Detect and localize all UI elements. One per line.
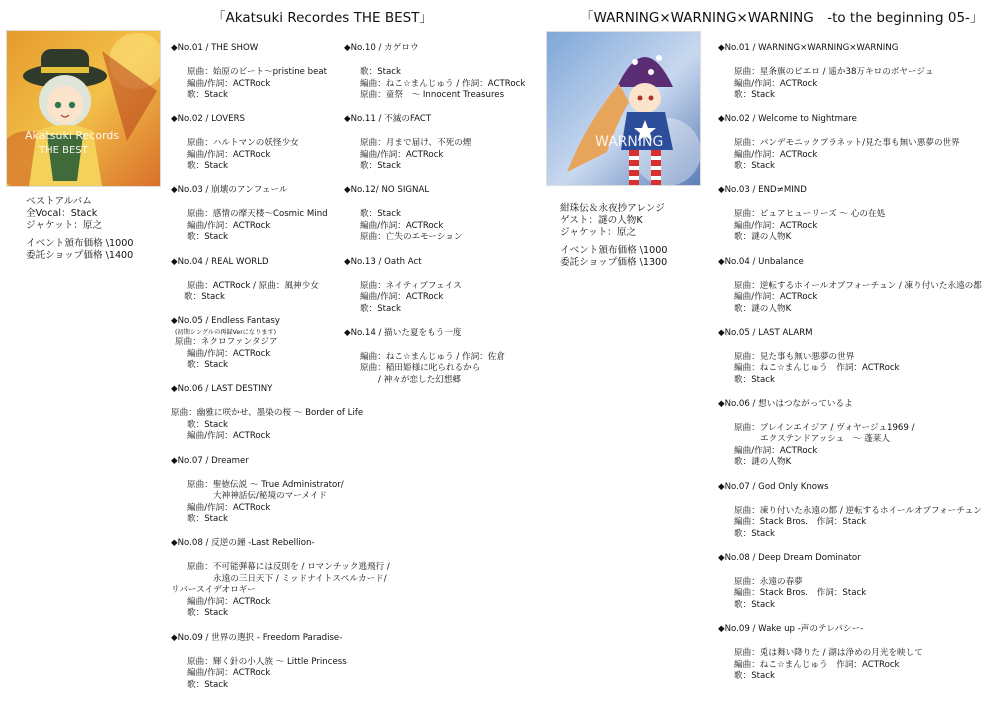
track-item [344, 43, 525, 102]
album1-shop-price: 委託ショップ価格 \1400 [26, 249, 134, 261]
track-credit: 編曲：Stack Bros. 作詞：Stack [734, 588, 867, 599]
album2-jacket: ジャケット：原之 [560, 227, 637, 239]
track-item [344, 328, 525, 387]
track-credit: 原曲：月まで届け、不死の煙 [360, 138, 472, 149]
track-credit: 編曲/作詞：ACTRock [360, 149, 444, 160]
track-note: (初期シングルの再録Verになります) [175, 329, 277, 337]
track-title: ◆No.09 / Wake up -声のテレパシー- [718, 624, 864, 634]
album2-title: 「WARNING×WARNING×WARNING -to the beginning 05-」 [580, 10, 984, 26]
track-credit: 編曲/作詞：ACTRock [187, 149, 271, 160]
track-item [171, 456, 390, 526]
album2-tracklist [718, 43, 982, 695]
album1-info [26, 196, 133, 262]
track-credit: 編曲/作詞：ACTRock [187, 431, 271, 442]
track-credit: 原曲：感情の摩天楼～Cosmic Mind [187, 209, 328, 220]
album2-cover-art [547, 32, 700, 185]
track-item [718, 328, 982, 387]
track-credit: 歌：Stack [734, 161, 775, 172]
track-title: ◆No.11 / 不滅のFACT [344, 114, 432, 125]
track-item [344, 114, 525, 173]
track-credit: 原曲：稲田姫様に叱られるから [360, 363, 481, 374]
track-title: ◆No.04 / Unbalance [718, 256, 804, 267]
track-item [718, 553, 982, 612]
track-credit: 編曲：ねこ☆まんじゅう / 作詞：ACTRock [360, 78, 526, 89]
track-item [718, 43, 982, 102]
track-credit: 原曲：童祭 ～ Innocent Treasures [360, 90, 505, 100]
album2-type: 紺珠伝＆永夜抄アレンジ [560, 203, 665, 214]
track-credit: 歌：Stack [187, 514, 228, 525]
track-title: ◆No.06 / 想いはつながっているよ [718, 398, 853, 409]
track-credit: 編曲：ねこ☆まんじゅう 作詞：ACTRock [734, 363, 900, 374]
track-credit: 原曲：始原のビート～pristine beat [187, 67, 328, 77]
track-credit: 原曲：幽雅に咲かせ、墨染の桜 ～ Border of Life [171, 408, 364, 419]
track-credit: 原曲：永遠の春夢 [734, 576, 803, 587]
track-credit: 歌：Stack [360, 209, 401, 220]
track-credit: 編曲/作詞：ACTRock [360, 220, 444, 231]
track-credit: 歌：Stack [360, 303, 401, 314]
album1-tracklist-col2 [344, 43, 525, 399]
track-credit: 原曲：不可能弾幕には反則を / ロマンチック逃飛行 / [187, 562, 390, 573]
track-credit: リバースイデオロギー [171, 585, 256, 596]
album1-title: 「Akatsuki Recordes THE BEST」 [212, 10, 433, 26]
track-item [718, 185, 982, 244]
track-title: ◆No.03 / END≠MIND [718, 185, 807, 196]
track-title: ◆No.08 / Deep Dream Dominator [718, 552, 861, 563]
album1-cover-text-line2: THE BEST [39, 145, 88, 156]
track-title: ◆No.04 / REAL WORLD [171, 256, 269, 267]
album2-info [560, 203, 667, 269]
track-title: ◆No.12/ NO SIGNAL [344, 185, 430, 196]
track-credit: 歌：謎の人物K [734, 303, 792, 314]
track-credit: 編曲/作詞：ACTRock [187, 668, 271, 678]
track-credit: 歌：Stack [187, 679, 228, 690]
track-credit: 原曲：兎は舞い降りた / 湖は浄めの月光を映して [734, 648, 923, 658]
album1-cover-art [7, 31, 160, 186]
track-credit: / 神々が恋した幻想郷 [378, 374, 461, 385]
track-title: ◆No.06 / LAST DESTINY [171, 384, 273, 395]
track-credit: 歌：Stack [360, 161, 401, 172]
album1-event-price: イベント頒布価格 \1000 [26, 237, 134, 249]
track-title: ◆No.02 / LOVERS [171, 114, 245, 125]
track-title: ◆No.03 / 崩壊のアンフェール [171, 185, 288, 196]
track-credit: 編曲/作詞：ACTRock [734, 78, 818, 89]
track-credit: 原曲：逆転するホイールオブフォーチュン / 凍り付いた永遠の都 [734, 280, 982, 291]
track-credit: 歌：謎の人物K [734, 457, 792, 468]
track-credit: 大神神話伝/秘境のマーメイド [213, 491, 328, 502]
album2-guest: ゲスト：謎の人物K [560, 215, 643, 227]
track-credit: 原曲：亡失のエモーション [360, 232, 463, 243]
album2-cover-text: WARNING [595, 134, 664, 150]
track-credit: 歌：Stack [360, 67, 401, 77]
track-credit: 歌：Stack [734, 671, 775, 681]
track-credit: 編曲/作詞：ACTRock [360, 292, 444, 303]
track-credit: 原曲：ネクロファンタジア [175, 337, 278, 348]
track-credit: 編曲/作詞：ACTRock [734, 445, 818, 456]
track-item [344, 185, 525, 244]
track-credit: 歌：Stack [187, 360, 228, 371]
track-credit: 原曲：ネイティブフェイス [360, 280, 462, 291]
track-title: ◆No.01 / WARNING×WARNING×WARNING [718, 43, 899, 53]
track-credit: 歌：謎の人物K [734, 232, 792, 243]
track-credit: 原曲：ピュアヒューリーズ ～ 心の在処 [734, 209, 886, 220]
track-credit: 原曲：ACTRock / 原曲：風神少女 [187, 280, 319, 291]
track-credit: 歌：Stack [734, 90, 775, 100]
track-credit: 編曲：Stack Bros. 作詞：Stack [734, 517, 867, 528]
track-credit: 歌：Stack [734, 374, 775, 385]
track-credit: 編曲/作詞：ACTRock [187, 348, 271, 359]
track-credit: 歌：Stack [184, 292, 225, 303]
track-credit: 編曲/作詞：ACTRock [187, 220, 271, 231]
track-credit: 歌：Stack [187, 90, 228, 100]
album1-type: ベストアルバム [26, 196, 92, 207]
track-credit: エクステンドアッシュ ～ 蓬莱人 [760, 434, 890, 445]
track-credit: 原曲：パンデモニックプラネット/見た事も無い悪夢の世界 [734, 138, 960, 149]
track-credit: 編曲：ねこ☆まんじゅう / 作詞：佐倉 [360, 351, 505, 362]
track-credit: 歌：Stack [187, 232, 228, 243]
track-credit: 永遠の三日天下 / ミッドナイトスペルカード/ [213, 573, 387, 584]
track-credit: 編曲：ねこ☆まんじゅう 作詞：ACTRock [734, 659, 900, 670]
track-credit: 原曲：星条旗のピエロ / 遥か38万キロのボヤージュ [734, 67, 934, 77]
track-item [718, 399, 982, 469]
track-credit: 編曲/作詞：ACTRock [734, 149, 818, 160]
track-item [171, 633, 390, 692]
track-item [718, 114, 982, 173]
track-item [718, 257, 982, 316]
track-credit: 原曲：輝く針の小人族 ～ Little Princess [187, 656, 347, 667]
track-title: ◆No.01 / THE SHOW [171, 43, 259, 53]
album1-cover-image [6, 30, 161, 187]
album2-shop-price: 委託ショップ価格 \1300 [560, 256, 668, 268]
track-credit: 編曲/作詞：ACTRock [187, 78, 271, 89]
album2-cover-image [546, 31, 701, 186]
track-title: ◆No.02 / Welcome to Nightmare [718, 114, 857, 125]
album1-jacket: ジャケット：原之 [26, 220, 103, 232]
track-credit: 編曲/作詞：ACTRock [187, 502, 271, 513]
track-item [344, 257, 525, 316]
track-credit: 歌：Stack [187, 161, 228, 172]
track-title: ◆No.05 / LAST ALARM [718, 327, 813, 338]
track-credit: 編曲/作詞：ACTRock [734, 220, 818, 231]
track-item [171, 538, 390, 620]
track-credit: 歌：Stack [734, 528, 775, 539]
album2-event-price: イベント頒布価格 \1000 [560, 244, 668, 256]
track-credit: 原曲：聖徳伝説 ～ True Administrator/ [187, 479, 344, 490]
track-title: ◆No.09 / 世界の選択 - Freedom Paradise- [171, 632, 343, 643]
track-title: ◆No.07 / God Only Knows [718, 481, 829, 492]
track-credit: 編曲/作詞：ACTRock [187, 596, 271, 607]
track-item [718, 482, 982, 541]
track-credit: 原曲：ハルトマンの妖怪少女 [187, 138, 299, 149]
track-credit: 歌：Stack [187, 419, 228, 430]
track-credit: 編曲/作詞：ACTRock [734, 292, 818, 303]
album1-vocal: 全Vocal：Stack [26, 208, 98, 220]
track-credit: 歌：Stack [734, 599, 775, 610]
track-title: ◆No.13 / Oath Act [344, 256, 422, 267]
track-title: ◆No.10 / カゲロウ [344, 43, 419, 53]
track-title: ◆No.08 / 反逆の鐘 -Last Rebellion- [171, 538, 315, 549]
track-title: ◆No.07 / Dreamer [171, 455, 249, 466]
track-item [718, 624, 982, 683]
track-credit: 歌：Stack [187, 608, 228, 619]
track-title: ◆No.14 / 描いた夏をもう一度 [344, 327, 462, 338]
track-credit: 原曲：凍り付いた永遠の都 / 逆転するホイールオブフォーチュン [734, 505, 982, 516]
track-credit: 原曲：見た事も無い悪夢の世界 [734, 351, 855, 362]
track-credit: 原曲：ブレインエイジア / ヴォヤージュ1969 / [734, 422, 915, 433]
album1-cover-text-line1: Akatsuki Records [25, 129, 120, 142]
track-title: ◆No.05 / Endless Fantasy [171, 316, 280, 327]
